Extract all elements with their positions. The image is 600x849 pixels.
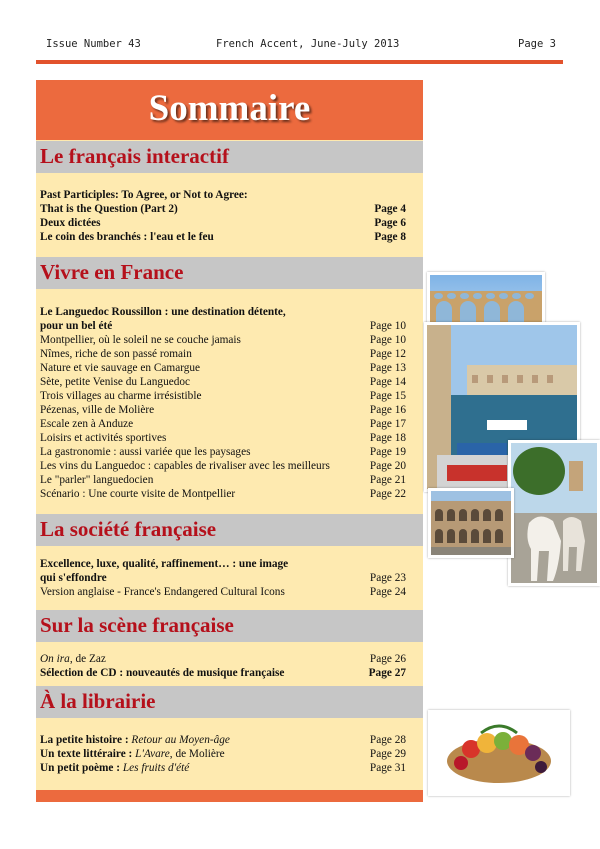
- title-banner: [36, 80, 423, 140]
- toc-entry[interactable]: Escale zen à Anduze Page 17: [40, 418, 406, 430]
- toc-entry[interactable]: Sète, petite Venise du Languedoc Page 14: [40, 376, 406, 388]
- horses-photo: [508, 440, 600, 586]
- toc-entry[interactable]: Scénario : Une courte visite de Montpellier Page 22: [40, 488, 406, 500]
- toc-entry[interactable]: Un petit poème : Les fruits d'été Page 31: [40, 762, 406, 774]
- toc-entry[interactable]: La gastronomie : aussi variée que les paysages Page 19: [40, 446, 406, 458]
- toc-page: Page 14: [369, 376, 406, 388]
- toc-page: Page 27: [368, 667, 406, 679]
- footer-bar: [36, 790, 423, 802]
- toc-page: Page 10: [369, 320, 406, 332]
- toc-entry[interactable]: Le "parler" languedocien Page 21: [40, 474, 406, 486]
- section-heading-societe-francaise: La société française: [36, 514, 423, 546]
- section-heading-librairie: À la librairie: [36, 686, 423, 718]
- toc-page: Page 4: [374, 203, 406, 215]
- toc-page: Page 29: [369, 748, 406, 760]
- toc-page: Page 28: [369, 734, 406, 746]
- toc-entry[interactable]: Montpellier, où le soleil ne se couche jamais Page 10: [40, 334, 406, 346]
- toc-entry[interactable]: Loisirs et activités sportives Page 18: [40, 432, 406, 444]
- toc-entry[interactable]: Trois villages au charme irrésistible Page 15: [40, 390, 406, 402]
- issue-number: Issue Number 43: [46, 38, 141, 50]
- toc-page: Page 12: [369, 348, 406, 360]
- toc-entry[interactable]: Version anglaise - France's Endangered Cultural Icons Page 24: [40, 586, 406, 598]
- toc-page: Page 24: [369, 586, 406, 598]
- section-heading-vivre-en-france: Vivre en France: [36, 257, 423, 289]
- page-number: Page 3: [518, 38, 556, 50]
- toc-page: Page 6: [374, 217, 406, 229]
- toc-page: Page 10: [369, 334, 406, 346]
- toc-page: Page 13: [369, 362, 406, 374]
- toc-page: Page 26: [369, 653, 406, 665]
- toc-page: Page 22: [369, 488, 406, 500]
- toc-entry[interactable]: Nature et vie sauvage en Camargue Page 13: [40, 362, 406, 374]
- toc-entry[interactable]: Le coin des branchés : l'eau et le feu Page 8: [40, 231, 406, 243]
- toc-page: Page 18: [369, 432, 406, 444]
- toc-entry[interactable]: Deux dictées Page 6: [40, 217, 406, 229]
- fruit-basket-photo: [428, 710, 570, 796]
- toc-page: Page 23: [369, 572, 406, 584]
- toc-entry[interactable]: Past Participles: To Agree, or Not to Agree: That is the Question (Part 2) Page 4: [40, 189, 406, 215]
- section-heading-scene-francaise: Sur la scène française: [36, 610, 423, 642]
- toc-entry[interactable]: Excellence, luxe, qualité, raffinement… : une image qui s'effondre Page 23: [40, 558, 406, 584]
- page-title: Sommaire: [148, 88, 311, 129]
- toc-entry[interactable]: Nîmes, riche de son passé romain Page 12: [40, 348, 406, 360]
- toc-entry[interactable]: Pézenas, ville de Molière Page 16: [40, 404, 406, 416]
- toc-entry[interactable]: Le Languedoc Roussillon : une destination détente, pour un bel été Page 10: [40, 306, 406, 332]
- toc-page: Page 15: [369, 390, 406, 402]
- arena-photo: [428, 488, 514, 558]
- section-heading-francais-interactif: Le français interactif: [36, 141, 423, 173]
- toc-page: Page 19: [369, 446, 406, 458]
- toc-page: Page 16: [369, 404, 406, 416]
- publication-title: French Accent, June-July 2013: [216, 38, 400, 50]
- toc-entry[interactable]: Sélection de CD : nouveautés de musique française Page 27: [40, 667, 406, 679]
- toc-page: Page 8: [374, 231, 406, 243]
- toc-entry[interactable]: On ira, de Zaz Page 26: [40, 653, 406, 665]
- toc-entry[interactable]: Un texte littéraire : L'Avare, de Molière Page 29: [40, 748, 406, 760]
- header-rule: [36, 60, 563, 64]
- toc-entry[interactable]: Les vins du Languedoc : capables de rivaliser avec les meilleurs Page 20: [40, 460, 406, 472]
- toc-page: Page 20: [369, 460, 406, 472]
- toc-entry[interactable]: La petite histoire : Retour au Moyen-âge Page 28: [40, 734, 406, 746]
- toc-page: Page 21: [369, 474, 406, 486]
- toc-page: Page 31: [369, 762, 406, 774]
- toc-page: Page 17: [369, 418, 406, 430]
